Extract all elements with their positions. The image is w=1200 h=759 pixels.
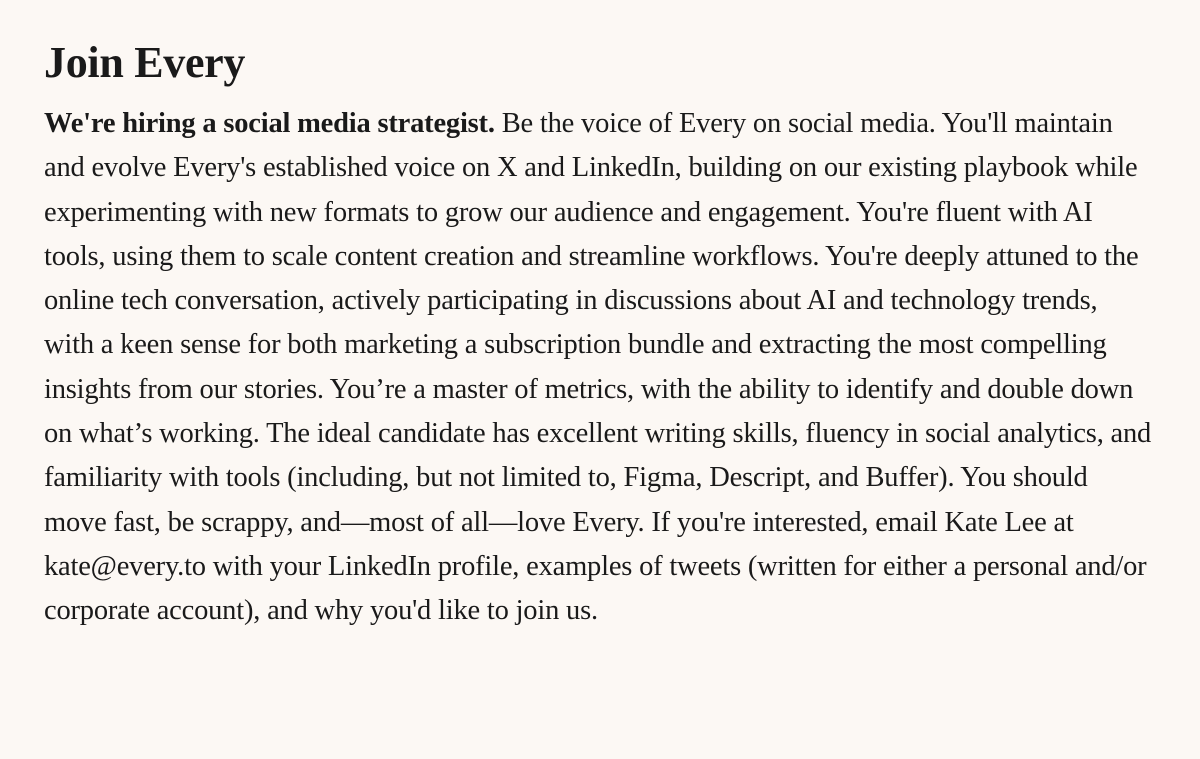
job-description-lead: We're hiring a social media strategist. (44, 108, 495, 139)
job-description (44, 102, 1154, 634)
job-description-body: Be the voice of Every on social media. You'll maintain and evolve Every's established voice on X and LinkedIn, building on our existing playbook while experimenting with new formats to grow our audience and engagement. You're fluent with AI tools, using them to scale content creation and streamline workflows. You're deeply attuned to the online tech conversation, actively participating in discussions about AI and technology trends, with a keen sense for both marketing a subscription bundle and extracting the most compelling insights from our stories. You’re a master of metrics, with the ability to identify and double down on what’s working. The ideal candidate has excellent writing skills, fluency in social analytics, and familiarity with tools (including, but not limited to, Figma, Descript, and Buffer). You should move fast, be scrappy, and—most of all—love Every. If you're interested, email Kate Lee at kate@every.to with your LinkedIn profile, examples of tweets (written for either a personal and/or corporate account), and why you'd like to join us. (44, 108, 1152, 627)
page-title: Join Every (44, 38, 246, 87)
